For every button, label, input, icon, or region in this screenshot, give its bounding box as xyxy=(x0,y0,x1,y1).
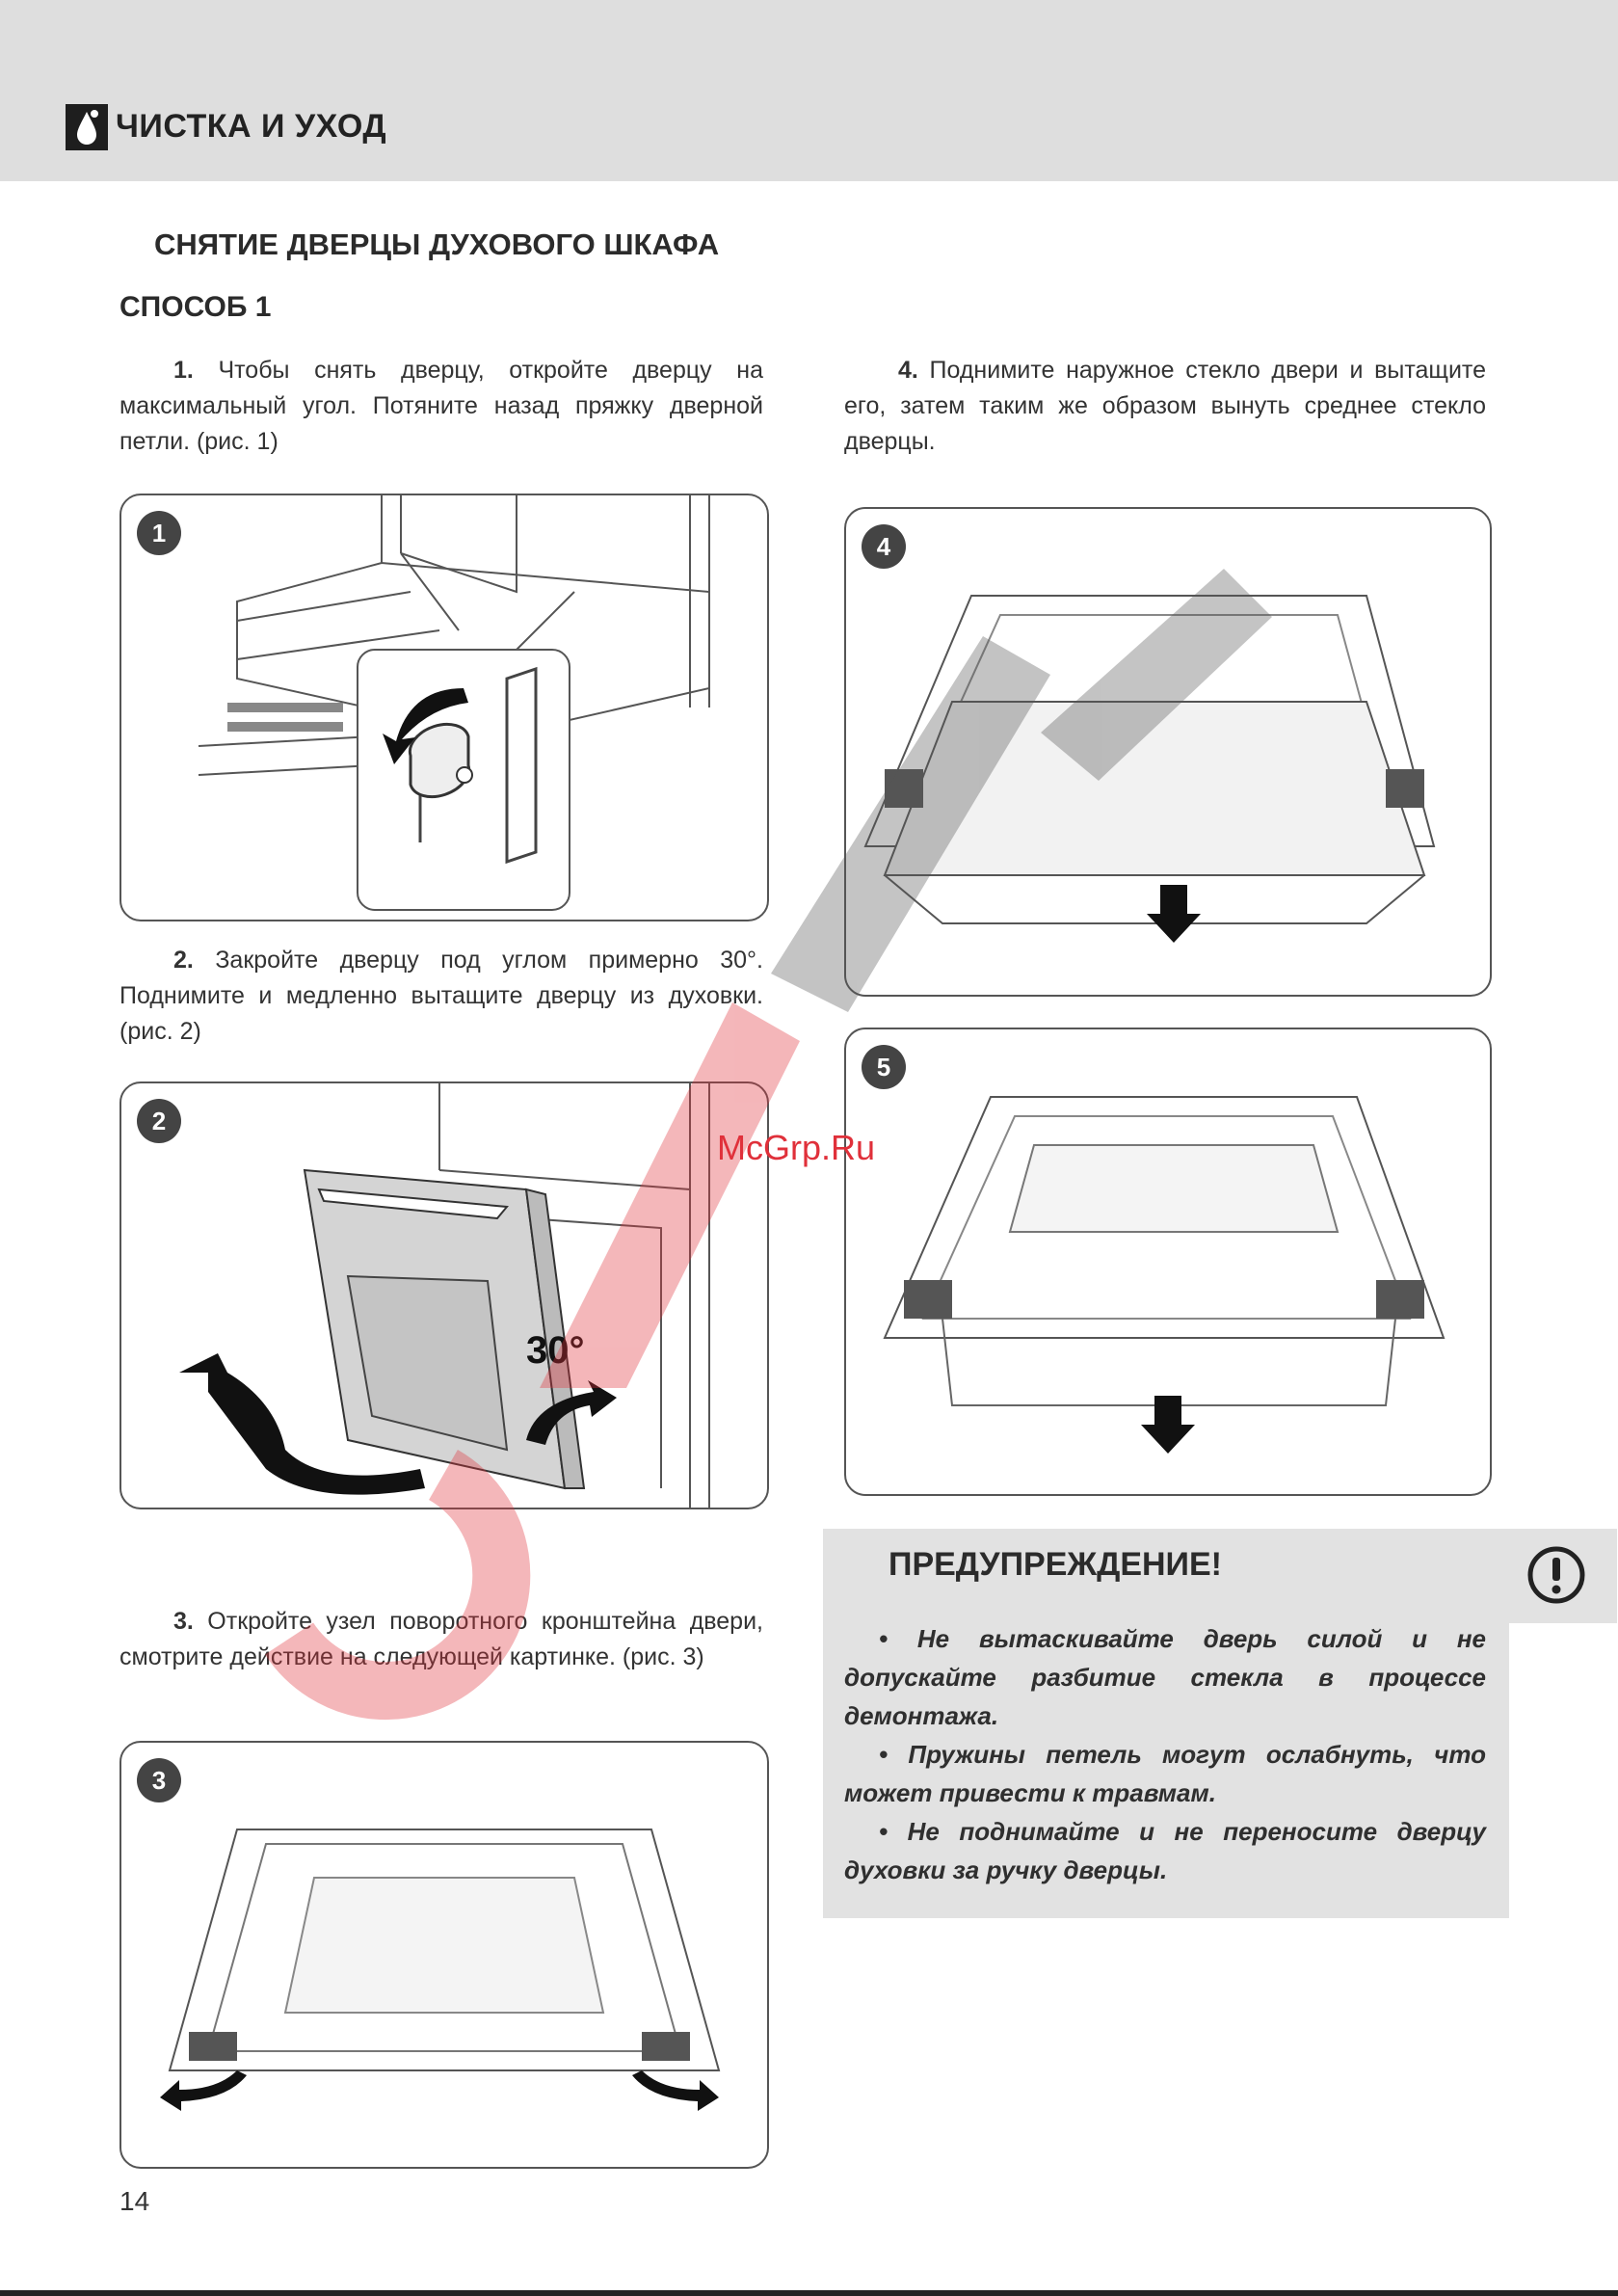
figure-1 xyxy=(119,494,769,921)
exclamation-circle-icon xyxy=(1527,1546,1585,1604)
middle-glass-removal-illustration xyxy=(846,1029,1490,1494)
bottom-rule xyxy=(0,2290,1618,2296)
section-title: ЧИСТКА И УХОД xyxy=(116,108,387,145)
figure-badge: 4 xyxy=(862,524,906,569)
method-subtitle: СПОСОБ 1 xyxy=(119,291,272,323)
warning-item: • Пружины петель могут ослабнуть, что может привести к травмам. xyxy=(844,1740,1486,1807)
figure-4 xyxy=(844,507,1492,997)
figure-3 xyxy=(119,1741,769,2169)
warning-list xyxy=(844,1619,1486,1889)
water-drop-icon xyxy=(66,104,108,150)
warning-title: ПРЕДУПРЕЖДЕНИЕ! xyxy=(889,1546,1222,1583)
step-4-text: 4. Поднимите наружное стекло двери и вытащите его, затем таким же образом вынуть среднее стекло дверцы. xyxy=(844,357,1486,455)
step-2-text: 2. Закройте дверцу под углом примерно 30°. Поднимите и медленно вытащите дверцу из духовки. (рис. 2) xyxy=(119,947,763,1045)
figure-badge: 3 xyxy=(137,1758,181,1802)
warning-item: • Не вытаскивайте дверь силой и не допускайте разбитие стекла в процессе демонтажа. xyxy=(844,1624,1486,1730)
angle-label: 30° xyxy=(526,1329,585,1372)
warning-item: • Не поднимайте и не переносите дверцу духовки за ручку дверцы. xyxy=(844,1817,1486,1884)
figure-2 xyxy=(119,1081,769,1509)
figure-5 xyxy=(844,1028,1492,1496)
header-bar xyxy=(0,0,1618,181)
figure-badge: 2 xyxy=(137,1099,181,1143)
figure-badge: 5 xyxy=(862,1045,906,1089)
step-1-text: 1. Чтобы снять дверцу, откройте дверцу на максимальный угол. Потяните назад пряжку дверной петли. (рис. 1) xyxy=(119,357,763,455)
watermark-text: McGrp.Ru xyxy=(717,1128,876,1167)
door-bracket-illustration xyxy=(121,1743,767,2167)
door-tilt-illustration xyxy=(121,1083,767,1508)
outer-glass-removal-illustration xyxy=(846,509,1490,995)
hinge-buckle-illustration xyxy=(121,495,767,920)
page-number: 14 xyxy=(119,2186,150,2216)
figure-badge: 1 xyxy=(137,511,181,555)
page-title: СНЯТИЕ ДВЕРЦЫ ДУХОВОГО ШКАФА xyxy=(154,227,720,261)
step-3-text: 3. Откройте узел поворотного кронштейна двери, смотрите действие на следующей картинке. (рис. 3) xyxy=(119,1608,763,1670)
